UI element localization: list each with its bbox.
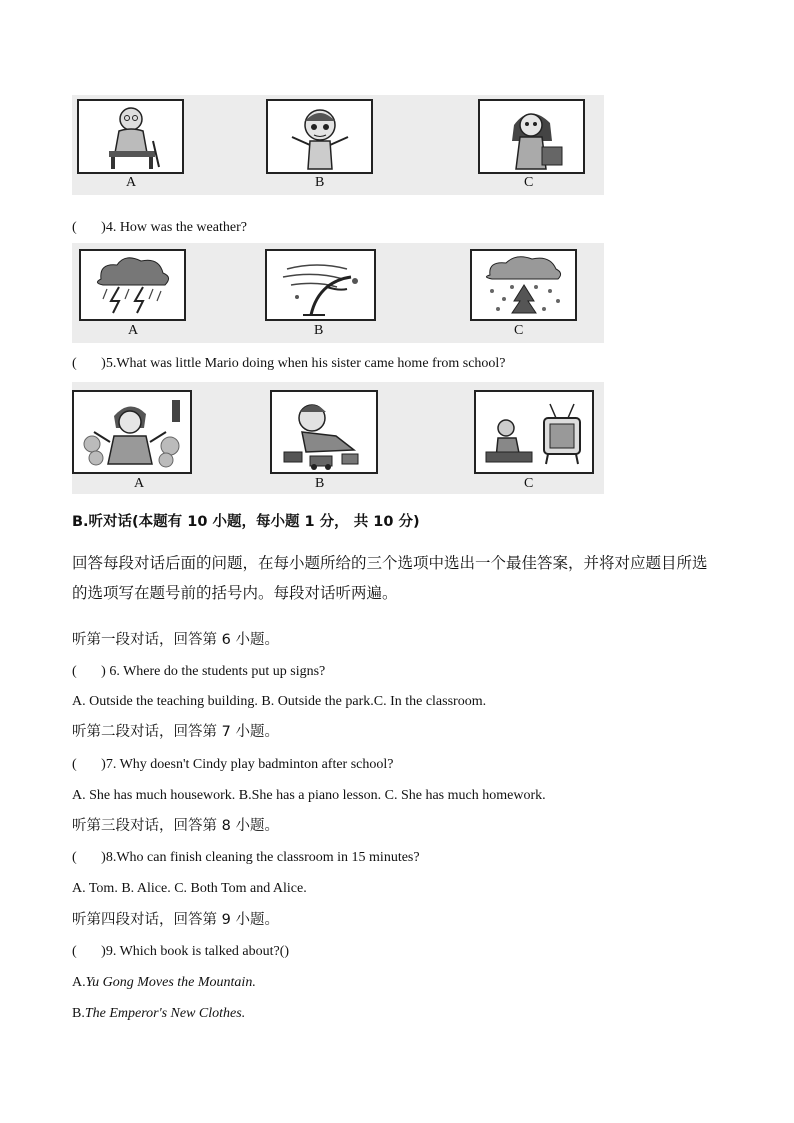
question-6: ( ) 6. Where do the students put up signs? [72,664,326,679]
question-4: ( )4. How was the weather? [72,220,247,235]
picture-label-b: B [315,476,325,491]
old-man-sitting-icon [79,101,182,172]
dialog-2-intro: 听第二段对话，回答第 7 小题。 [72,724,279,740]
option-b-prefix: B. [72,1006,85,1021]
thunderstorm-icon [81,251,184,319]
windy-tree-icon [267,251,374,319]
picture-label-a: A [126,175,137,190]
question-7: ( )7. Why doesn't Cindy play badminton after school? [72,757,394,772]
boy-shrugging-icon [268,101,371,172]
question-9: ( )9. Which book is talked about?() [72,944,290,959]
option-a-title: Yu Gong Moves the Mountain. [85,975,256,990]
section-b-instruction-line2: 的选项写在题号前的括号内。每段对话听两遍。 [72,584,398,602]
picture-box-a [72,390,192,474]
question-5: ( )5.What was little Mario doing when his sister came home from school? [72,356,506,371]
dialog-1-intro: 听第一段对话，回答第 6 小题。 [72,632,279,648]
dialog-4-intro: 听第四段对话，回答第 9 小题。 [72,912,279,928]
question-9-option-b [72,1005,245,1023]
question-9-option-a [72,974,256,992]
picture-box-b [266,99,373,174]
picture-box-c [470,249,577,321]
option-b-title: The Emperor's New Clothes. [84,1006,246,1021]
dialog-3-intro: 听第三段对话，回答第 8 小题。 [72,818,279,834]
picture-box-c [474,390,594,474]
picture-strip-row2 [72,243,604,343]
section-b-heading: B.听对话(本题有 10 小题，每小题 1 分， 共 10 分) [72,514,420,530]
picture-label-b: B [315,175,325,190]
picture-box-b [270,390,378,474]
picture-label-c: C [514,323,524,338]
picture-label-a: A [128,323,139,338]
question-8: ( )8.Who can finish cleaning the classroom in 15 minutes? [72,850,420,865]
question-8-options: A. Tom. B. Alice. C. Both Tom and Alice. [72,881,307,896]
girl-with-bag-icon [480,101,583,172]
picture-box-b [265,249,376,321]
question-7-options: A. She has much housework. B.She has a piano lesson. C. She has much homework. [72,788,546,803]
picture-strip-row3 [72,382,604,494]
picture-label-c: C [524,476,534,491]
picture-label-a: A [134,476,145,491]
boy-watching-tv-icon [476,392,592,472]
boy-playing-toys-icon [272,392,376,472]
picture-box-a [79,249,186,321]
option-a-prefix: A. [72,975,86,990]
boy-playing-snow-icon [74,392,190,472]
picture-strip-row1 [72,95,604,195]
snow-icon [472,251,575,319]
picture-box-c [478,99,585,174]
picture-box-a [77,99,184,174]
picture-label-c: C [524,175,534,190]
picture-label-b: B [314,323,324,338]
question-6-options: A. Outside the teaching building. B. Outside the park.C. In the classroom. [72,694,487,709]
section-b-instruction-line1: 回答每段对话后面的问题，在每小题所给的三个选项中选出一个最佳答案，并将对应题目所选 [72,554,708,572]
